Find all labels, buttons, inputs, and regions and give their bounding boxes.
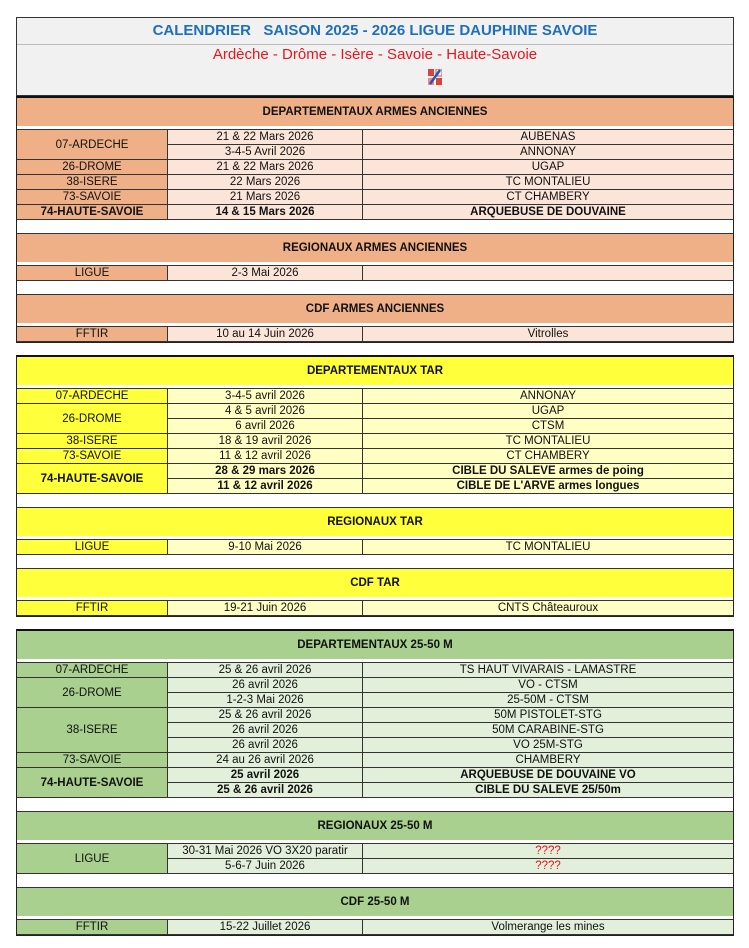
department-cell: 38-ISERE [17,708,168,753]
event-table [17,265,733,281]
venue-cell: ARQUEBUSE DE DOUVAINE [363,205,733,220]
date-cell: 3-4-5 Avril 2026 [168,145,363,160]
date-cell: 2-3 Mai 2026 [168,266,363,281]
date-cell: 21 Mars 2026 [168,190,363,205]
date-cell: 5-6-7 Juin 2026 [168,859,363,874]
department-cell: FFTIR [17,920,168,935]
subtitle-area [17,45,733,95]
venue-cell: ANNONAY [363,145,733,160]
venue-cell: 50M PISTOLET-STG [363,708,733,723]
date-cell: 14 & 15 Mars 2026 [168,205,363,220]
event-table [17,843,733,874]
date-cell: 6 avril 2026 [168,419,363,434]
venue-cell: CIBLE DU SALEVE armes de poing [363,464,733,479]
calendar-header [16,17,734,96]
league-logo-icon [428,69,442,85]
date-cell: 10 au 14 Juin 2026 [168,327,363,342]
group-header: CDF TAR [17,569,733,600]
department-cell: 74-HAUTE-SAVOIE [17,464,168,494]
date-cell: 11 & 12 avril 2026 [168,449,363,464]
venue-cell: CT CHAMBERY [363,190,733,205]
date-cell: 21 & 22 Mars 2026 [168,130,363,145]
event-table [17,662,733,798]
venue-cell: Vitrolles [363,327,733,342]
department-cell: 73-SAVOIE [17,449,168,464]
date-cell: 26 avril 2026 [168,678,363,693]
venue-cell: UGAP [363,404,733,419]
group-header: CDF ARMES ANCIENNES [17,295,733,326]
group-header: REGIONAUX ARMES ANCIENNES [17,234,733,265]
spacer [17,555,733,569]
section-block-orange [16,96,734,343]
event-table [17,129,733,220]
spacer [17,494,733,508]
department-cell: 26-DROME [17,404,168,434]
department-cell: LIGUE [17,844,168,874]
venue-cell: VO 25M-STG [363,738,733,753]
section-block-yellow [16,355,734,617]
group-header: CDF 25-50 M [17,888,733,919]
venue-cell: TC MONTALIEU [363,434,733,449]
date-cell: 11 & 12 avril 2026 [168,479,363,494]
venue-cell: TS HAUT VIVARAIS - LAMASTRE [363,663,733,678]
date-cell: 26 avril 2026 [168,723,363,738]
venue-cell: Volmerange les mines [363,920,733,935]
department-cell: LIGUE [17,540,168,555]
venue-cell: CIBLE DE L'ARVE armes longues [363,479,733,494]
date-cell: 15-22 Juillet 2026 [168,920,363,935]
venue-cell: ARQUEBUSE DE DOUVAINE VO [363,768,733,783]
event-table [17,326,733,342]
department-cell: FFTIR [17,327,168,342]
venue-cell: 50M CARABINE-STG [363,723,733,738]
venue-cell: CTSM [363,419,733,434]
event-table [17,388,733,494]
spacer [17,281,733,295]
venue-cell: CIBLE DU SALEVE 25/50m [363,783,733,798]
event-table [17,539,733,555]
date-cell: 19-21 Juin 2026 [168,601,363,616]
date-cell: 18 & 19 avril 2026 [168,434,363,449]
department-cell: 73-SAVOIE [17,190,168,205]
department-cell: 74-HAUTE-SAVOIE [17,768,168,798]
venue-cell: AUBENAS [363,130,733,145]
calendar [16,17,734,948]
spacer [17,874,733,888]
department-cell: 07-ARDECHE [17,130,168,160]
department-cell: 38-ISERE [17,434,168,449]
venue-cell [363,266,733,281]
date-cell: 21 & 22 Mars 2026 [168,160,363,175]
venue-cell: UGAP [363,160,733,175]
spacer [17,798,733,812]
department-cell: 07-ARDECHE [17,389,168,404]
date-cell: 25 & 26 avril 2026 [168,783,363,798]
date-cell: 26 avril 2026 [168,738,363,753]
date-cell: 22 Mars 2026 [168,175,363,190]
subtitle: Ardèche - Drôme - Isère - Savoie - Haute-Savoie [212,46,538,63]
date-cell: 25 avril 2026 [168,768,363,783]
department-cell: 73-SAVOIE [17,753,168,768]
department-cell: 26-DROME [17,160,168,175]
department-cell: FFTIR [17,601,168,616]
event-table [17,919,733,935]
group-header: REGIONAUX TAR [17,508,733,539]
date-cell: 1-2-3 Mai 2026 [168,693,363,708]
page-title: CALENDRIER SAISON 2025 - 2026 LIGUE DAUPHINE SAVOIE [17,18,733,45]
venue-cell: TC MONTALIEU [363,540,733,555]
date-cell: 25 & 26 avril 2026 [168,663,363,678]
date-cell: 30-31 Mai 2026 VO 3X20 paratir [168,844,363,859]
group-header: DEPARTEMENTAUX TAR [17,357,733,388]
venue-cell: CHAMBERY [363,753,733,768]
date-cell: 24 au 26 avril 2026 [168,753,363,768]
venue-cell: ???? [363,859,733,874]
section-block-green [16,629,734,936]
department-cell: 38-ISERE [17,175,168,190]
venue-cell: VO - CTSM [363,678,733,693]
department-cell: 07-ARDECHE [17,663,168,678]
event-table [17,600,733,616]
date-cell: 25 & 26 avril 2026 [168,708,363,723]
department-cell: 74-HAUTE-SAVOIE [17,205,168,220]
group-header: DEPARTEMENTAUX ARMES ANCIENNES [17,98,733,129]
department-cell: LIGUE [17,266,168,281]
venue-cell: CT CHAMBERY [363,449,733,464]
date-cell: 4 & 5 avril 2026 [168,404,363,419]
spacer [17,220,733,234]
venue-cell: ANNONAY [363,389,733,404]
date-cell: 28 & 29 mars 2026 [168,464,363,479]
date-cell: 9-10 Mai 2026 [168,540,363,555]
venue-cell: CNTS Châteauroux [363,601,733,616]
department-cell: 26-DROME [17,678,168,708]
venue-cell: ???? [363,844,733,859]
group-header: REGIONAUX 25-50 M [17,812,733,843]
group-header: DEPARTEMENTAUX 25-50 M [17,631,733,662]
venue-cell: TC MONTALIEU [363,175,733,190]
venue-cell: 25-50M - CTSM [363,693,733,708]
date-cell: 3-4-5 avril 2026 [168,389,363,404]
